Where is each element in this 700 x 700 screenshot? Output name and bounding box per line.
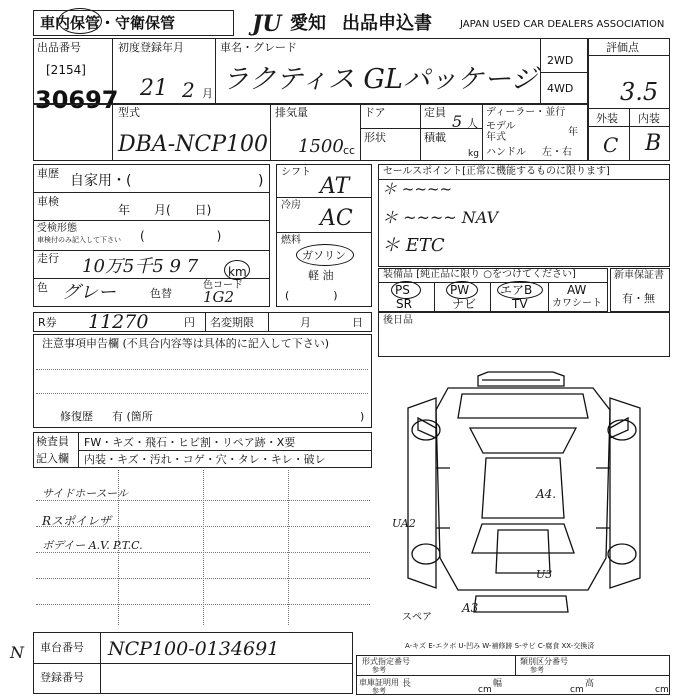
warranty-label: 新車保証書 bbox=[614, 270, 664, 281]
equip-ps: PS bbox=[395, 283, 410, 297]
month-unit: 月 bbox=[202, 87, 213, 100]
equip-seat: カワシート bbox=[552, 298, 602, 309]
capacity-value: 5 bbox=[452, 112, 463, 131]
equipment-title: 装備品 [純正品に限り ○をつけてください] bbox=[383, 269, 576, 280]
color-value: グレー bbox=[62, 282, 116, 303]
lot-number-label: 出品番号 bbox=[37, 41, 81, 54]
r-ticket-value: 11270 bbox=[88, 311, 149, 333]
equip-pw: PW bbox=[450, 283, 470, 297]
equip-airbag: エアB bbox=[500, 283, 533, 297]
ju-logo: JU bbox=[252, 11, 282, 37]
first-reg-label: 初度登録年月 bbox=[118, 41, 184, 54]
receive-value: ( ) bbox=[140, 229, 222, 243]
class-label: 類別区分番号 bbox=[520, 657, 568, 666]
width-unit: cm bbox=[570, 685, 584, 695]
displacement-value: 1500 bbox=[298, 136, 344, 157]
damage-mark-a4: A4. bbox=[536, 487, 557, 501]
inspection-label: 車検 bbox=[37, 195, 59, 208]
aftermarket-block bbox=[378, 312, 670, 357]
displacement-unit: cc bbox=[343, 144, 356, 157]
dealer-label: ディーラー・並行 bbox=[486, 107, 566, 118]
name-change-month: 月 bbox=[300, 316, 311, 329]
spare-label: スペア bbox=[402, 612, 432, 623]
car-diagram bbox=[378, 358, 670, 648]
r-ticket-label: R券 bbox=[38, 316, 57, 329]
memo-line-3: ボデイー A.V. P.T.C. bbox=[42, 539, 143, 552]
handle-value: 左・右 bbox=[542, 147, 572, 158]
name-change-label: 名変期限 bbox=[210, 316, 254, 329]
ac-value: AC bbox=[320, 206, 353, 231]
drive-4wd: 4WD bbox=[547, 82, 574, 95]
fuel-gas-circle bbox=[296, 244, 354, 266]
garage-ref: 参考 bbox=[372, 687, 386, 695]
class-ref: 参考 bbox=[530, 666, 544, 674]
modelyear-label: モデル bbox=[486, 121, 516, 132]
receive-sub: 車検付のみ記入して下さい bbox=[37, 236, 121, 244]
color-change-label: 色替 bbox=[150, 287, 172, 300]
fuel-label: 燃料 bbox=[281, 235, 301, 246]
color-label: 色 bbox=[37, 281, 48, 294]
shift-value: AT bbox=[320, 174, 350, 199]
model-grade-value: ラクティス GLパッケージ bbox=[222, 64, 538, 95]
shift-label: シフト bbox=[281, 167, 311, 178]
equip-aw: AW bbox=[567, 283, 587, 297]
repair-value: 有 (箇所 bbox=[112, 410, 153, 423]
length-label: 長 bbox=[402, 679, 412, 689]
fuel-paren: ( ) bbox=[285, 289, 338, 302]
name-change-day: 日 bbox=[352, 316, 363, 329]
displacement-label: 排気量 bbox=[275, 106, 308, 119]
warranty-value: 有・無 bbox=[622, 292, 655, 305]
equip-navi: ナビ bbox=[452, 297, 477, 311]
history-label: 車歴 bbox=[37, 167, 59, 180]
side-mark: N bbox=[10, 643, 24, 662]
model-label: 車名・グレード bbox=[220, 41, 297, 54]
load-label: 積載 bbox=[424, 131, 446, 144]
receive-label: 受検形態 bbox=[37, 223, 77, 234]
repair-label: 修復歴 bbox=[60, 410, 93, 423]
exterior-label: 外装 bbox=[596, 112, 618, 125]
fuel-gas: ガソリン bbox=[302, 249, 346, 262]
type-value: DBA-NCP100 bbox=[118, 132, 269, 157]
sales-point-2: ＊ ~~~~ NAV bbox=[382, 208, 499, 227]
history-close: ) bbox=[258, 173, 264, 189]
garage-cert-label: 車庫証明用 bbox=[359, 678, 399, 687]
lot-number: 30697 bbox=[35, 86, 119, 114]
first-reg-month: 2 bbox=[182, 78, 195, 102]
equip-tv: TV bbox=[512, 297, 528, 311]
inspection-value: 年 月( 日) bbox=[118, 203, 212, 217]
sales-point-1: ＊ ~~~~ bbox=[382, 180, 453, 198]
lot-bracket: [2154] bbox=[46, 63, 86, 77]
year-unit: 年 bbox=[568, 127, 578, 138]
chassis-value: NCP100-0134691 bbox=[108, 638, 280, 660]
cert-label: 形式指定番号 bbox=[362, 657, 410, 666]
interior-label: 内装 bbox=[638, 112, 660, 125]
damage-mark-u3: U3 bbox=[536, 568, 553, 581]
inspector-row2: 内装・キズ・汚れ・コゲ・穴・タレ・キレ・破レ bbox=[84, 453, 326, 466]
association-name: JAPAN USED CAR DEALERS ASSOCIATION bbox=[460, 19, 665, 30]
load-unit: kg bbox=[468, 149, 479, 159]
color-code-value: 1G2 bbox=[203, 288, 235, 306]
equip-sr: SR bbox=[396, 297, 412, 311]
width-label: 幅 bbox=[493, 679, 503, 689]
storage-circle-mark bbox=[58, 8, 102, 34]
first-reg-year: 21 bbox=[140, 76, 168, 101]
length-unit: cm bbox=[478, 685, 492, 695]
recycle-block bbox=[33, 312, 372, 332]
handle-label: ハンドル bbox=[486, 147, 526, 158]
inspector-label2: 記入欄 bbox=[36, 452, 69, 465]
damage-mark-a3: A3 bbox=[462, 601, 479, 615]
sales-point-3: ＊ ETC bbox=[382, 235, 445, 256]
sales-title: セールスポイント[正常に機能するものに限ります] bbox=[383, 166, 610, 177]
score-label: 評価点 bbox=[606, 41, 639, 54]
chassis-label: 車台番号 bbox=[40, 641, 84, 654]
ac-label: 冷房 bbox=[281, 200, 301, 211]
height-unit: cm bbox=[655, 685, 669, 695]
shape-label: 形状 bbox=[364, 131, 386, 144]
damage-mark-ua2: UA2 bbox=[392, 517, 416, 530]
height-label: 高 bbox=[585, 679, 595, 689]
notes-title: 注意事項申告欄 (不具合内容等は具体的に記入して下さい) bbox=[42, 337, 330, 350]
doc-title: 出品申込書 bbox=[342, 13, 432, 34]
storage-type-title: 車内保管・守衛保管 bbox=[40, 14, 176, 32]
damage-legend: A-キズ E-エクボ U-凹み W-補修跡 S-サビ C-腐食 XX-交換済 bbox=[405, 642, 595, 650]
door-label: ドア bbox=[364, 106, 386, 119]
aftermarket-label: 後日品 bbox=[383, 315, 413, 326]
exterior-grade: C bbox=[603, 133, 619, 157]
modelyear-label2: 年式 bbox=[486, 132, 506, 143]
org-name: 愛知 bbox=[290, 13, 326, 34]
drive-2wd: 2WD bbox=[547, 54, 574, 67]
type-label: 型式 bbox=[118, 106, 140, 119]
interior-grade: B bbox=[645, 131, 662, 156]
memo-line-1: サイドホースール bbox=[42, 487, 128, 500]
score-value: 3.5 bbox=[620, 78, 659, 106]
capacity-unit: 人 bbox=[467, 117, 478, 130]
capacity-label: 定員 bbox=[424, 106, 446, 119]
memo-line-2: Rスポイレザ bbox=[42, 514, 112, 528]
inspector-row1: FW・キズ・飛石・ヒビ割・リペア跡・X要 bbox=[84, 436, 296, 449]
reg-no-label: 登録番号 bbox=[40, 671, 84, 684]
inspector-label: 検査員 bbox=[36, 435, 69, 448]
history-value: 自家用・( bbox=[70, 173, 132, 189]
mileage-value: 10万5千5 9 7 bbox=[82, 256, 199, 277]
cert-ref: 参考 bbox=[372, 666, 386, 674]
mileage-label: 走行 bbox=[37, 252, 59, 265]
mileage-unit-circle bbox=[224, 260, 250, 280]
fuel-diesel: 軽 油 bbox=[308, 269, 334, 282]
color-code-label: 色コード bbox=[203, 280, 243, 291]
repair-close: ) bbox=[360, 410, 365, 423]
r-ticket-unit: 円 bbox=[184, 316, 195, 329]
mileage-unit: km bbox=[228, 265, 247, 279]
